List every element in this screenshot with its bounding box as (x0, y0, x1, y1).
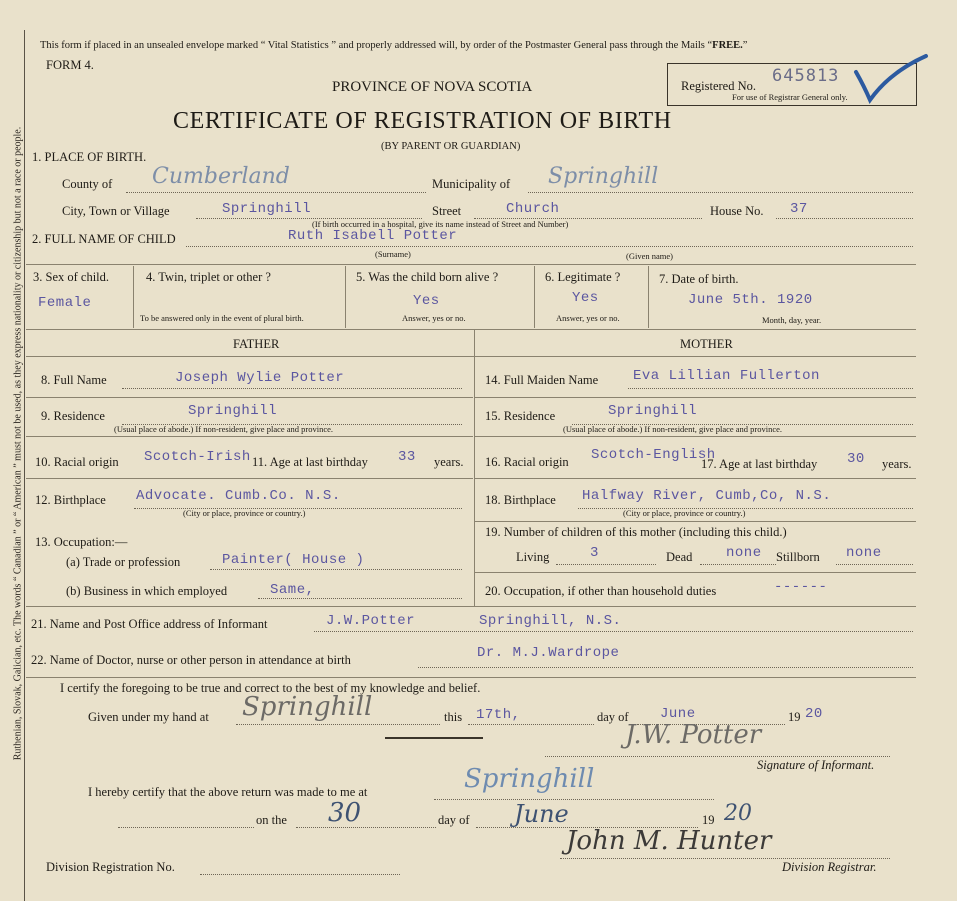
surname-note: (Surname) (375, 249, 411, 259)
mother-birthplace-note: (City or place, province or country.) (623, 508, 746, 518)
legitimate-label: 6. Legitimate ? (545, 270, 621, 284)
mother-rule-1 (475, 397, 916, 398)
twin-note: To be answered only in the event of plural birth. (140, 313, 304, 323)
house-value: 37 (790, 201, 808, 217)
given-name-note: (Given name) (626, 251, 673, 261)
on-the-label: on the (256, 813, 287, 827)
alive-label: 5. Was the child born alive ? (356, 270, 499, 284)
registrar-year-prefix: 19 (702, 813, 715, 827)
month-value: June (660, 706, 696, 722)
city-value: Springhill (222, 201, 312, 217)
registrar-day-line (296, 827, 436, 828)
mother-residence-note: (Usual place of abode.) If non-resident, give place and province. (563, 424, 783, 434)
parents-divider (474, 330, 475, 606)
province-title: PROVINCE OF NOVA SCOTIA (332, 79, 533, 95)
divider-col2 (345, 266, 346, 328)
father-rule-2 (26, 436, 473, 437)
divider-row3-bottom (26, 329, 916, 330)
informant-label: 21. Name and Post Office address of Informant (31, 617, 268, 631)
dead-label: Dead (666, 550, 693, 564)
father-years: years. (434, 455, 464, 469)
business-line (258, 598, 462, 599)
father-occupation-label: 13. Occupation:— (35, 535, 128, 549)
house-line (776, 218, 913, 219)
father-residence-label: 9. Residence (41, 409, 105, 423)
municipality-label: Municipality of (432, 177, 511, 191)
short-rule (385, 737, 483, 739)
mother-residence-value: Springhill (608, 403, 698, 419)
father-age-value: 33 (398, 449, 416, 465)
registrar-signature: John M. Hunter (566, 826, 772, 856)
date-label: 7. Date of birth. (659, 272, 739, 286)
registrar-signature-label: Division Registrar. (782, 860, 877, 874)
house-label: House No. (710, 204, 764, 218)
dead-value: none (726, 545, 762, 561)
mother-rule-2 (475, 436, 916, 437)
registrar-signature-line (560, 858, 890, 859)
father-rule-1 (26, 397, 473, 398)
informant-address-value: Springhill, N.S. (479, 613, 622, 629)
parents-heading-rule (26, 356, 916, 357)
sex-label: 3. Sex of child. (33, 270, 110, 284)
this-label: this (444, 710, 463, 724)
date-value: June 5th. 1920 (688, 292, 813, 308)
registrar-place-value: Springhill (464, 764, 595, 794)
mother-age-label: 17. Age at last birthday (701, 457, 818, 471)
divider-col1 (133, 266, 134, 328)
day-line (468, 724, 594, 725)
mother-racial-label: 16. Racial origin (485, 455, 569, 469)
municipality-value: Springhill (548, 164, 659, 189)
division-registration-line (200, 874, 400, 875)
trade-line (210, 569, 462, 570)
mother-birthplace-value: Halfway River, Cumb,Co, N.S. (582, 488, 832, 504)
doctor-value: Dr. M.J.Wardrope (477, 645, 620, 661)
street-value: Church (506, 201, 560, 217)
sex-value: Female (38, 295, 92, 311)
doctor-line (418, 667, 913, 668)
mother-birthplace-label: 18. Birthplace (485, 493, 556, 507)
father-rule-3 (26, 478, 473, 479)
registrar-place-line (434, 799, 714, 800)
alive-note: Answer, yes or no. (402, 313, 466, 323)
mother-rule-3 (475, 478, 916, 479)
mail-notice-text: This form if placed in an unsealed envelope marked “ Vital Statistics ” and properly addressed will, by order of the Postmaster General pass through the Mails “ (40, 40, 713, 51)
child-name-line (186, 246, 913, 247)
alive-value: Yes (413, 293, 440, 309)
municipality-line (528, 192, 913, 193)
father-birthplace-note: (City or place, province or country.) (183, 508, 306, 518)
father-name-label: 8. Full Name (41, 373, 107, 387)
stillborn-line (836, 564, 913, 565)
mother-name-label: 14. Full Maiden Name (485, 373, 599, 387)
twin-label: 4. Twin, triplet or other ? (146, 270, 271, 284)
father-residence-value: Springhill (188, 403, 278, 419)
trade-value: Painter( House ) (222, 552, 365, 568)
registrar-statement: I hereby certify that the above return was made to me at (88, 785, 368, 799)
registrar-year-value: 20 (724, 801, 752, 826)
father-name-value: Joseph Wylie Potter (175, 370, 345, 386)
certificate-title: CERTIFICATE OF REGISTRATION OF BIRTH (173, 108, 672, 134)
informant-line (314, 631, 913, 632)
place-of-birth-heading: 1. PLACE OF BIRTH. (32, 150, 147, 164)
form-number: FORM 4. (46, 58, 94, 72)
registrar-note: For use of Registrar General only. (732, 92, 848, 102)
informant-signature: J.W. Potter (625, 720, 762, 750)
mother-age-value: 30 (847, 451, 865, 467)
doctor-label: 22. Name of Doctor, nurse or other person in attendance at birth (31, 653, 351, 667)
mother-years: years. (882, 457, 912, 471)
given-place-value: Springhill (242, 692, 373, 722)
living-value: 3 (590, 545, 599, 561)
father-birthplace-label: 12. Birthplace (35, 493, 106, 507)
mother-rule-4 (475, 521, 916, 522)
day-value: 17th, (476, 707, 521, 723)
certificate-subtitle: (BY PARENT OR GUARDIAN) (381, 141, 521, 152)
dead-line (700, 564, 776, 565)
trade-label: (a) Trade or profession (66, 555, 181, 569)
given-place-line (236, 724, 440, 725)
children-label: 19. Number of children of this mother (including this child.) (485, 525, 787, 539)
registrar-day-of-label: day of (438, 813, 470, 827)
father-name-line (122, 388, 462, 389)
registered-number: 645813 (772, 66, 840, 86)
father-racial-label: 10. Racial origin (35, 455, 119, 469)
child-name-value: Ruth Isabell Potter (288, 228, 458, 244)
mother-occupation-value: ------ (774, 579, 828, 595)
certify-rule (26, 677, 916, 678)
father-residence-note: (Usual place of abode.) If non-resident, give place and province. (114, 424, 334, 434)
informant-rule (26, 606, 916, 607)
father-birthplace-value: Advocate. Cumb.Co. N.S. (136, 488, 341, 504)
divider-col3 (534, 266, 535, 328)
mail-notice-end: ” (742, 40, 748, 51)
certify-statement: I certify the foregoing to be true and correct to the best of my knowledge and belief. (60, 681, 481, 695)
registrar-month-value: June (514, 800, 569, 828)
margin-rule (24, 30, 25, 901)
free-text: FREE. (712, 40, 743, 51)
mail-notice (40, 40, 747, 51)
registrar-day-value: 30 (328, 798, 362, 828)
father-racial-value: Scotch-Irish (144, 449, 251, 465)
division-registration-label: Division Registration No. (46, 860, 175, 874)
day-of-label: day of (597, 710, 629, 724)
mother-name-value: Eva Lillian Fullerton (633, 368, 820, 384)
county-value: Cumberland (152, 164, 290, 189)
business-label: (b) Business in which employed (66, 584, 228, 598)
stillborn-label: Stillborn (776, 550, 820, 564)
year-prefix: 19 (788, 710, 801, 724)
street-label: Street (432, 204, 462, 218)
city-label: City, Town or Village (62, 204, 170, 218)
stillborn-value: none (846, 545, 882, 561)
legitimate-note: Answer, yes or no. (556, 313, 620, 323)
given-label: Given under my hand at (88, 710, 209, 724)
divider-col4 (648, 266, 649, 328)
father-heading: FATHER (233, 337, 280, 351)
business-value: Same, (270, 582, 315, 598)
check-mark-icon (852, 52, 932, 108)
registrar-date-lead (118, 827, 254, 828)
registered-label: Registered No. (681, 79, 756, 93)
father-age-label: 11. Age at last birthday (252, 455, 368, 469)
mother-rule-5 (475, 572, 916, 573)
mother-name-line (628, 388, 913, 389)
date-note: Month, day, year. (762, 315, 822, 325)
informant-name-value: J.W.Potter (326, 613, 416, 629)
mother-racial-value: Scotch-English (591, 447, 716, 463)
mother-heading: MOTHER (680, 337, 733, 351)
county-label: County of (62, 177, 113, 191)
mother-occupation-label: 20. Occupation, if other than household duties (485, 584, 717, 598)
divider-row3-top (26, 264, 916, 265)
child-name-label: 2. FULL NAME OF CHILD (32, 232, 176, 246)
hospital-note: (If birth occurred in a hospital, give its name instead of Street and Number) (312, 219, 569, 229)
county-line (126, 192, 426, 193)
living-label: Living (516, 550, 550, 564)
living-line (556, 564, 656, 565)
informant-signature-label: Signature of Informant. (757, 758, 875, 772)
side-margin-text: Ruthenian, Slovak, Galician, etc. The words “ Canadian ” or “ American ” must not be used, as they express nationality or citizenship but not a race or people. (12, 126, 24, 761)
mother-residence-label: 15. Residence (485, 409, 556, 423)
legitimate-value: Yes (572, 290, 599, 306)
year-value: 20 (805, 706, 823, 722)
informant-signature-line (545, 756, 890, 757)
